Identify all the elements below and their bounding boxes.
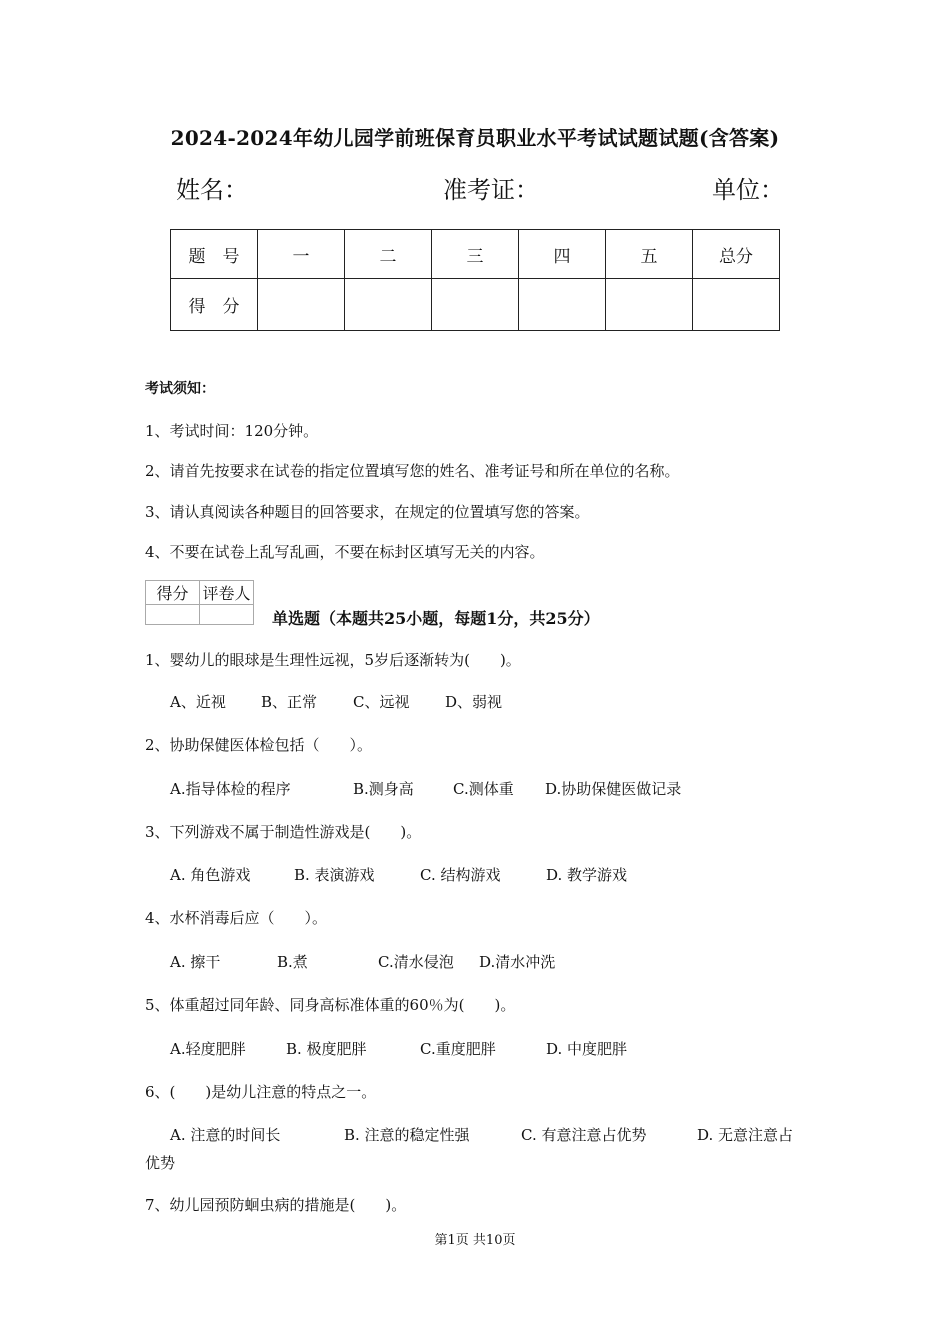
question-option: B. 极度肥胖 xyxy=(286,1040,367,1058)
score-cell[interactable] xyxy=(258,279,345,331)
question-option: D. 中度肥胖 xyxy=(546,1040,628,1058)
score-cell[interactable] xyxy=(432,279,519,331)
question-option: A、近视 xyxy=(170,693,226,711)
name-field-label: 姓名： xyxy=(176,176,248,204)
question-stem: 1、婴幼儿的眼球是生理性远视，5岁后逐渐转为( )。 xyxy=(145,651,521,669)
score-header-cell: 四 xyxy=(519,230,606,279)
question-option: A. 角色游戏 xyxy=(170,866,251,884)
question-option: C.重度肥胖 xyxy=(420,1040,496,1058)
score-cell[interactable] xyxy=(606,279,693,331)
score-cell[interactable] xyxy=(519,279,606,331)
question-stem: 7、幼儿园预防蛔虫病的措施是( )。 xyxy=(145,1196,407,1214)
question-option: A. 擦干 xyxy=(170,953,221,971)
score-cell[interactable] xyxy=(693,279,780,331)
section-heading: 单选题（本题共25小题，每题1分，共25分） xyxy=(272,609,600,628)
question-option: A.轻度肥胖 xyxy=(170,1040,246,1058)
question-option: C.清水侵泡 xyxy=(378,953,454,971)
score-cell[interactable] xyxy=(345,279,432,331)
score-row-label: 得 分 xyxy=(171,279,258,331)
score-table-header-row xyxy=(171,230,780,279)
notice-heading: 考试须知： xyxy=(145,381,215,397)
question-stem: 6、( )是幼儿注意的特点之一。 xyxy=(145,1083,377,1101)
question-stem: 2、协助保健医体检包括（ ）。 xyxy=(145,736,373,754)
question-option: B. 表演游戏 xyxy=(294,866,375,884)
question-option: B. 注意的稳定性强 xyxy=(344,1126,470,1144)
question-option: D.清水冲洗 xyxy=(479,953,556,971)
score-table-score-row xyxy=(171,279,780,331)
page-footer: 第1页 共10页 xyxy=(434,1233,516,1248)
question-option: C.测体重 xyxy=(453,780,514,798)
notice-item: 4、不要在试卷上乱写乱画，不要在标封区填写无关的内容。 xyxy=(145,543,545,561)
notice-item: 1、考试时间：120分钟。 xyxy=(145,422,319,440)
question-option: B.测身高 xyxy=(353,780,414,798)
question-option: B.煮 xyxy=(277,953,308,971)
notice-item: 2、请首先按要求在试卷的指定位置填写您的姓名、准考证号和所在单位的名称。 xyxy=(145,462,680,480)
score-header-cell: 一 xyxy=(258,230,345,279)
question-option: C. 有意注意占优势 xyxy=(521,1126,647,1144)
question-option: D、弱视 xyxy=(445,693,503,711)
score-header-cell: 五 xyxy=(606,230,693,279)
grader-score-label: 得分 xyxy=(146,581,200,605)
question-option: D. 教学游戏 xyxy=(546,866,628,884)
score-table xyxy=(170,229,780,331)
document-title: 2024-2024年幼儿园学前班保育员职业水平考试试题试题(含答案) xyxy=(170,126,780,150)
question-stem: 4、水杯消毒后应（ ）。 xyxy=(145,909,328,927)
question-option: D.协助保健医做记录 xyxy=(545,780,682,798)
grader-box xyxy=(145,580,254,625)
grader-score-cell[interactable] xyxy=(146,605,200,625)
grader-reviewer-label: 评卷人 xyxy=(200,581,254,605)
score-header-cell: 三 xyxy=(432,230,519,279)
notice-item: 3、请认真阅读各种题目的回答要求，在规定的位置填写您的答案。 xyxy=(145,503,590,521)
question-option: D. 无意注意占 xyxy=(697,1126,794,1144)
question-option: C、远视 xyxy=(353,693,410,711)
exam-id-field-label: 准考证： xyxy=(443,176,539,204)
question-option: A. 注意的时间长 xyxy=(170,1126,281,1144)
question-option: C. 结构游戏 xyxy=(420,866,501,884)
question-option-wrap: 优势 xyxy=(145,1154,176,1172)
question-stem: 5、体重超过同年龄、同身高标准体重的60％为( )。 xyxy=(145,996,516,1014)
question-option: B、正常 xyxy=(261,693,318,711)
unit-field-label: 单位： xyxy=(712,176,784,204)
question-stem: 3、下列游戏不属于制造性游戏是( )。 xyxy=(145,823,422,841)
grader-reviewer-cell[interactable] xyxy=(200,605,254,625)
question-option: A.指导体检的程序 xyxy=(170,780,291,798)
score-header-cell: 总分 xyxy=(693,230,780,279)
score-header-cell: 二 xyxy=(345,230,432,279)
score-header-cell: 题 号 xyxy=(171,230,258,279)
